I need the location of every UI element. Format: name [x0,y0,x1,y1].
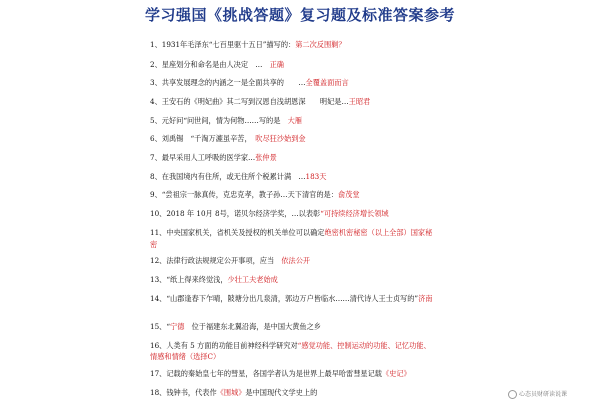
list-item: 14、“山郡逢春下乍晴，陂塘分出几泉清，郭边万户皆临水……清代诗人王士贞写的”济南 [150,294,433,303]
list-item: 2、星座划分和命名是由人决定 … 正确 [150,60,284,69]
list-item: 10、2018 年 10月 8号，诺贝尔经济学奖，…以表彰“可持续经济增长领域 [150,209,389,218]
list-item: 8、在我国境内有住所，或无住所个税累计满 …183天 [150,172,327,181]
list-item: 15、“宁德 位于福建东北翼沿海，是中国大黄鱼之乡 [150,322,321,331]
list-item: 6、刘禹锡 “千淘万漉虽辛苦， 吹尽狂沙始到金 [150,134,306,143]
list-item: 3、共享发展理念的内涵之一是全面共享的 …全覆盖面而言 [150,78,349,87]
list-item: 17、记载的秦始皇七年的彗星，各国学者认为是世界上最早哈雷彗星记载《史记》 [150,369,411,378]
list-item: 5、元好问“问世间，情为何物……写的是 大雁 [150,116,303,125]
wechat-icon [508,390,517,399]
list-item-continuation: 情感和情绪（选择C） [150,352,221,361]
list-item: 9、“尝祖宗一脉真传，克忠克孝，教子孙…天下清官的是：俞茂堂 [150,190,360,199]
list-item: 7、最早采用人工呼吸的医学家…张仲景 [150,153,277,162]
list-item: 16、人类有 5 方面的功能目前神经科学研究对“感觉功能、控制运动的功能、记忆功能、 [150,341,431,350]
list-item: 1、1931年毛泽东“七百里驱十五日”描写的：第二次反围剿？ [150,40,346,49]
watermark: 心态员财研读说课 [508,389,567,399]
list-item: 12、法律行政法规规定公开事项，应当 依法公开 [150,256,311,265]
list-item: 13、“纸上得来终觉浅，少壮工夫老始成 [150,275,278,284]
list-item: 11、中央国家机关，省机关及授权的机关单位可以确定绝密机密秘密（以上全部）国家秘 [150,228,433,237]
list-item: 18、钱钟书，代表作《围城》是中国现代文学史上的 [150,388,318,397]
page-title: 学习强国《挑战答题》复习题及标准答案参考 [144,6,455,24]
list-item-continuation: 密 [150,240,158,249]
list-item: 4、王安石的《明妃曲》其二写到汉恩自浅胡恩深 明妃是…王昭君 [150,97,371,106]
